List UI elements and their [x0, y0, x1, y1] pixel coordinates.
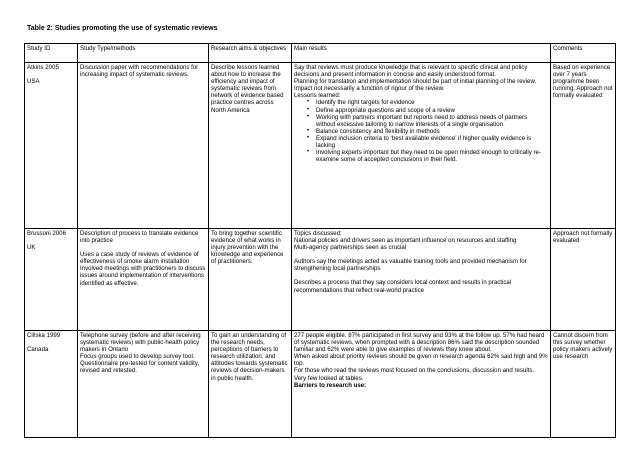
results-paragraph: 277 people eligible. 87% participated in first survey and 93% at the follow up. 57% had heard of systematic reviews, when prompted with a description 86% said the description sounded familiar and 62% were able to give examples of reviews they knew about.	[294, 332, 545, 354]
header-study-id: Study ID	[25, 44, 78, 63]
comments-text: Cannot discern from this survey whether policy makers actively use research	[553, 332, 613, 361]
cell-comments	[551, 331, 616, 438]
cell-main-results	[292, 229, 551, 331]
cell-study-id	[25, 331, 78, 438]
results-paragraph: Describes a process that they say considers local context and results in practical recommendations that reflect real-world practice	[294, 279, 512, 294]
results-paragraph: National policies and drivers seen as important influence on resources and staffing	[294, 237, 517, 245]
list-item: • Balance consistency and flexibility in methods	[316, 128, 548, 135]
results-paragraph: Multi-agency partnerships seen as crucial	[294, 244, 407, 252]
results-paragraph: Planning for translation and implementation should be part of initial planning of the review. Impact not necessarily a function of rigour of the review.	[294, 78, 537, 93]
study-country: USA	[27, 78, 40, 86]
study-type-text: Focus groups used to develop survey tool.	[80, 353, 195, 361]
list-item: • Define appropriate questions and scope of a review	[316, 107, 548, 114]
study-type-text: Discussion paper with recommendations for increasing impact of systematic reviews.	[80, 64, 199, 79]
header-research-aims: Research aims & objectives	[209, 44, 292, 63]
cell-comments	[551, 63, 616, 229]
table-header-row	[25, 44, 616, 63]
study-type-text: Involved meetings with practitioners to discuss issues around implementation of interventions identified as effective.	[80, 265, 206, 287]
study-country: Canada	[27, 346, 49, 354]
cell-study-type	[78, 229, 209, 331]
cell-research-aims	[209, 331, 292, 438]
cell-study-id	[25, 229, 78, 331]
results-paragraph: When asked about priority reviews should be given in research agenda 62% said high and 9% top.	[294, 353, 548, 368]
comments-text: Approach not formally evaluated	[553, 230, 613, 245]
cell-study-id	[25, 63, 78, 229]
header-study-type: Study Type/methods	[78, 44, 209, 63]
study-id: Atkins 2005	[27, 64, 59, 71]
cell-comments	[551, 229, 616, 331]
study-type-text: Description of process to translate evidence into practice	[80, 230, 199, 245]
results-paragraph: Say that reviews must produce knowledge that is relevant to specific clinical and policy decisions and present information in concise and easily understood format.	[294, 64, 528, 79]
lessons-list	[294, 99, 548, 163]
research-aims-text: To gain an understanding of the research needs, perceptions of barriers to research utilization, and attitudes towards systematic reviews of decision-makers in public health.	[211, 332, 288, 382]
study-id: Ciliska 1999	[27, 332, 61, 339]
study-type-text: Questionnaire pre-tested for content validity, revised and retested.	[80, 360, 200, 375]
cell-main-results	[292, 63, 551, 229]
research-aims-text: To bring together scientific evidence of what works in injury prevention with the knowledge and experience of practitioners.	[211, 230, 284, 266]
header-comments: Comments	[551, 44, 616, 63]
header-main-results: Main results	[292, 44, 551, 63]
cell-study-type	[78, 331, 209, 438]
list-item: • Identify the right targets for evidence	[316, 99, 548, 106]
list-item: • Working with partners important but reports need to address needs of partners without excessive tailoring to narrow interests of a single organisation	[316, 114, 548, 128]
cell-research-aims	[209, 229, 292, 331]
study-id: Brussoni 2006	[27, 230, 66, 237]
cell-study-type	[78, 63, 209, 229]
table-row	[25, 331, 616, 438]
study-type-text: Uses a case study of reviews of evidence of effectiveness of smoke alarm installation	[80, 251, 199, 266]
list-item: • Expand inclusion criteria to ‘best available evidence’ if higher quality evidence is lacking	[316, 135, 548, 149]
lessons-label: Lessons learned:	[294, 92, 341, 100]
research-aims-text: Describe lessons learned about how to increase the efficiency and impact of systematic reviews from network of evidence based practice centres across North America	[211, 64, 284, 114]
table-row	[25, 63, 616, 229]
table-title: Table 2: Studies promoting the use of systematic reviews	[27, 25, 218, 32]
results-paragraph: For those who read the reviews most focused on the conclusions, discussion and results. Very few looked at tables.	[294, 367, 535, 382]
table-row	[25, 229, 616, 331]
topics-label: Topics discussed:	[294, 230, 342, 237]
studies-table	[24, 43, 616, 438]
list-item: • Involving experts important but they need to be open minded enough to critically re-examine some of accepted conclusions in their field.	[316, 149, 548, 163]
barriers-label: Barriers to research use:	[294, 381, 367, 389]
results-paragraph: Authors say the meetings acted as valuable training tools and provided mechanism for strengthening local partnerships	[294, 258, 527, 273]
study-type-text: Telephone survey (before and after receiving systematic reviews) with public-health policy makers in Ontario	[80, 332, 201, 354]
comments-text: Based on experience over 7 years programme been running. Approach not formally evaluated	[553, 64, 613, 100]
study-country: UK	[27, 244, 36, 252]
cell-research-aims	[209, 63, 292, 229]
cell-main-results	[292, 331, 551, 438]
